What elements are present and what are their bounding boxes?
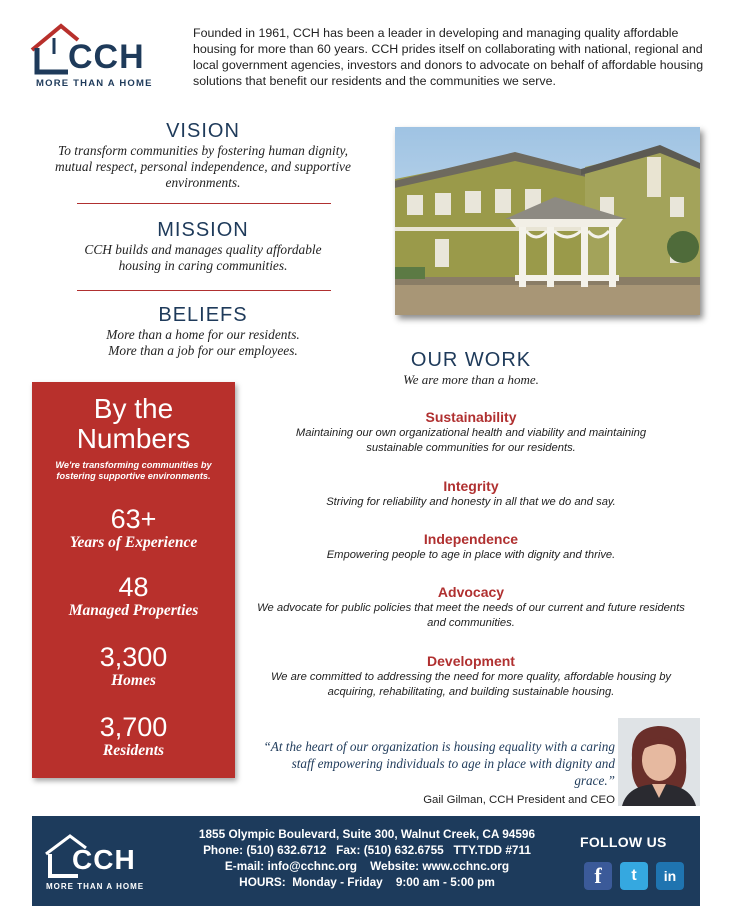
vision-title: VISION (166, 120, 240, 142)
stat-block (32, 504, 235, 552)
portrait-illustration (618, 718, 700, 806)
contact-info (182, 826, 552, 890)
beliefs-line: More than a home for our residents. (106, 327, 300, 342)
divider (77, 203, 331, 204)
beliefs-line: More than a job for our employees. (108, 343, 298, 358)
follow-us-label: FOLLOW US (580, 834, 667, 850)
beliefs-title: BELIEFS (158, 304, 248, 326)
value-description: We are committed to addressing the need for more quality, affordable housing by acquiring, rehabilitating, and building sustainable housing. (270, 671, 672, 698)
mission-section (40, 219, 366, 274)
numbers-subtitle: We're transforming communities by fostering supportive environments. (55, 460, 212, 481)
value-name: Development (427, 653, 515, 669)
phone-fax: Phone: (510) 632.6712 Fax: (510) 632.6755 TTY.TDD #711 (203, 843, 531, 857)
value-description: Empowering people to age in place with dignity and thrive. (326, 549, 616, 561)
linkedin-icon[interactable]: in (656, 862, 684, 890)
building-illustration (395, 127, 700, 315)
value-description: Maintaining our own organizational health and viability and maintaining sustainable communities for our residents. (295, 427, 647, 454)
ceo-quote: “At the heart of our organization is housing equality with a caring staff empowering individuals to age in place with dignity and grace.” (263, 739, 615, 788)
stat-value: 3,300 (99, 642, 168, 672)
value-name: Integrity (443, 478, 499, 494)
logo-wordmark: CCH (68, 38, 145, 76)
stat-value: 3,700 (99, 712, 168, 742)
value-item (250, 653, 692, 700)
footer (32, 816, 700, 906)
our-work-tagline: We are more than a home. (403, 372, 539, 387)
value-description: Striving for reliability and honesty in all that we do and say. (326, 496, 616, 508)
stat-label: Years of Experience (69, 534, 198, 551)
stat-value: 48 (118, 572, 149, 602)
stat-value: 63+ (110, 504, 157, 534)
logo-tagline: MORE THAN A HOME (36, 78, 153, 89)
building-photo (395, 127, 700, 315)
value-item (250, 531, 692, 563)
value-item (250, 478, 692, 510)
stat-block (32, 642, 235, 690)
value-name: Sustainability (425, 409, 517, 425)
office-hours: HOURS: Monday - Friday 9:00 am - 5:00 pm (239, 875, 495, 889)
value-name: Advocacy (437, 584, 505, 600)
intro-paragraph: Founded in 1961, CCH has been a leader in developing and managing quality affordable housing for more than 60 years. CCH prides itself on collaborating with national, regional and local government agencies, investors and donors to advocate on behalf of affordable housing solutions that benefit our residents and the communities we serve. (193, 26, 704, 88)
value-item (250, 409, 692, 456)
stat-block (32, 712, 235, 760)
ceo-portrait (618, 718, 700, 806)
vision-section (40, 120, 366, 191)
quote-attribution: Gail Gilman, CCH President and CEO (423, 794, 615, 806)
our-work-title: OUR WORK (410, 349, 532, 371)
footer-logo (42, 830, 182, 896)
value-description: We advocate for public policies that meet the needs of our current and future residents and communities. (257, 602, 685, 629)
stat-label: Managed Properties (68, 602, 199, 619)
by-the-numbers-panel (32, 382, 235, 778)
stat-label: Homes (111, 672, 156, 689)
address: 1855 Olympic Boulevard, Suite 300, Walnut Creek, CA 94596 (198, 827, 536, 841)
divider (77, 290, 331, 291)
twitter-icon[interactable]: t (620, 862, 648, 890)
stat-label: Residents (102, 742, 165, 759)
stat-block (32, 572, 235, 620)
vision-body: To transform communities by fostering human dignity, mutual respect, personal independence, and supportive environments. (55, 143, 351, 190)
facebook-icon[interactable]: f (584, 862, 612, 890)
our-work-section (250, 349, 692, 388)
value-name: Independence (423, 531, 519, 547)
footer-wordmark: CCH (72, 844, 136, 875)
mission-title: MISSION (157, 219, 249, 241)
value-item (250, 584, 692, 631)
numbers-title: By the Numbers (76, 393, 191, 454)
email-website: E-mail: info@cchnc.org Website: www.cchnc.org (224, 859, 510, 873)
mission-body: CCH builds and manages quality affordable housing in caring communities. (84, 242, 322, 273)
header-logo (28, 20, 168, 90)
footer-tagline: MORE THAN A HOME (46, 882, 145, 891)
